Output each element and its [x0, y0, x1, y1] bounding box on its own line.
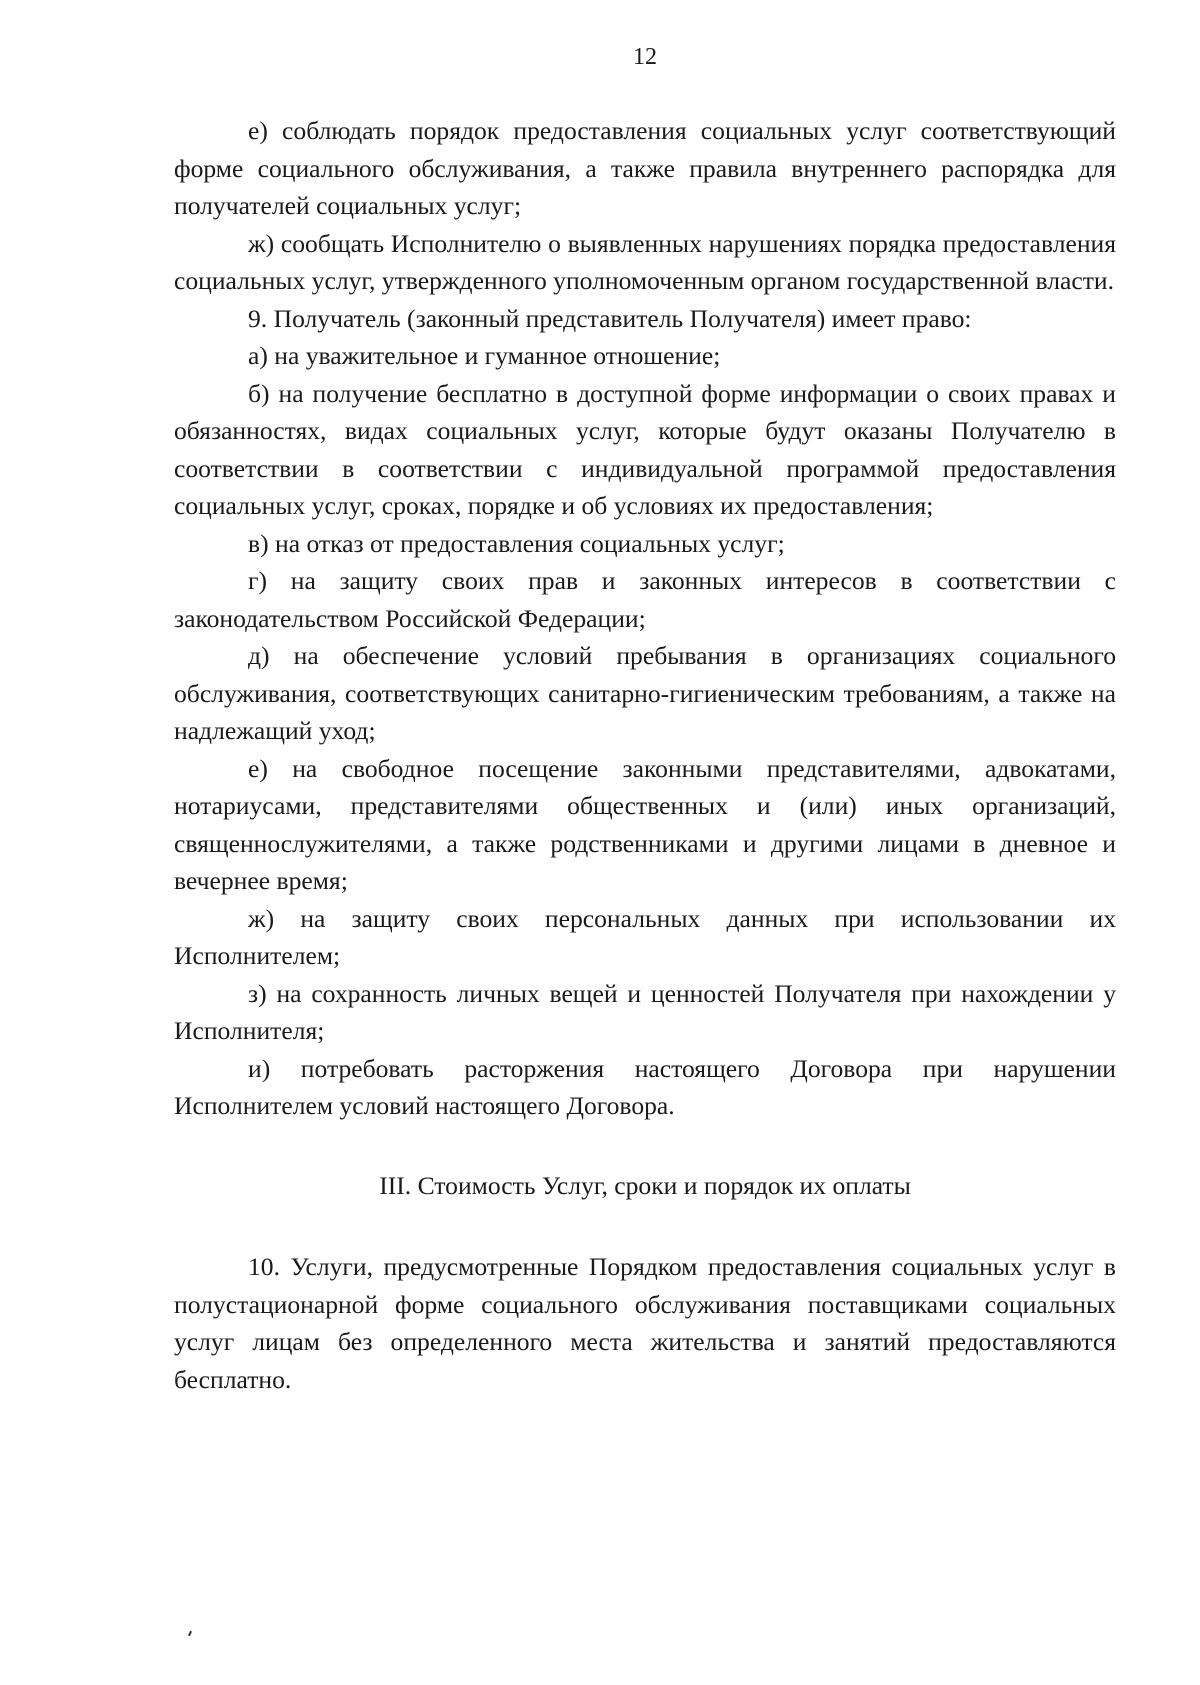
- paragraph-g-protection: г) на защиту своих прав и законных интересов в соответствии с законодательством Российской Федерации;: [174, 566, 1116, 633]
- scan-speck: [188, 1631, 192, 1636]
- paragraph-10-free-services: 10. Услуги, предусмотренные Порядком предоставления социальных услуг в полустационарной форме социального обслуживания поставщиками социальных услуг лицам без определенного места жительства и занятий предоставляются бесплатно.: [174, 1252, 1116, 1394]
- paragraph-zh-report-violations: ж) сообщать Исполнителю о выявленных нарушениях порядка предоставления социальных услуг, утвержденного уполномоченным органом государственной власти.: [174, 228, 1116, 295]
- paragraph-i-termination: и) потребовать расторжения настоящего Договора при нарушении Исполнителем условий настоящего Договора.: [174, 1053, 1116, 1120]
- paragraph-d-conditions: д) на обеспечение условий пребывания в организациях социального обслуживания, соответствующих санитарно-гигиеническим требованиям, а также на надлежащий уход;: [174, 641, 1116, 745]
- paragraph-b-information: б) на получение бесплатно в доступной форме информации о своих правах и обязанностях, видах социальных услуг, которые будут оказаны Получателю в соответствии в соответствии с индивидуальной программой предоставления социальных услуг, сроках, порядке и об условиях их предоставления;: [174, 378, 1116, 520]
- section-heading-cost: III. Стоимость Услуг, сроки и порядок их оплаты: [379, 1170, 911, 1200]
- paragraph-e-visits: е) на свободное посещение законными представителями, адвокатами, нотариусами, представителями общественных и (или) иных организаций, священнослужителями, а также родственниками и другими лицами в дневное и вечернее время;: [174, 753, 1116, 895]
- page-number: 12: [633, 44, 657, 70]
- paragraph-9-rights-intro: 9. Получатель (законный представитель Получателя) имеет право:: [248, 303, 972, 333]
- paragraph-z-belongings: з) на сохранность личных вещей и ценностей Получателя при нахождении у Исполнителя;: [174, 978, 1116, 1045]
- paragraph-e-observe-order: е) соблюдать порядок предоставления социальных услуг соответствующий форме социального обслуживания, а также правила внутреннего распорядка для получателей социальных услуг;: [174, 116, 1116, 220]
- document-body: [174, 112, 1116, 1398]
- paragraph-zh-personal-data: ж) на защиту своих персональных данных при использовании их Исполнителем;: [174, 903, 1116, 970]
- paragraph-a-respect: а) на уважительное и гуманное отношение;: [248, 341, 721, 370]
- paragraph-v-refusal: в) на отказ от предоставления социальных услуг;: [248, 528, 785, 558]
